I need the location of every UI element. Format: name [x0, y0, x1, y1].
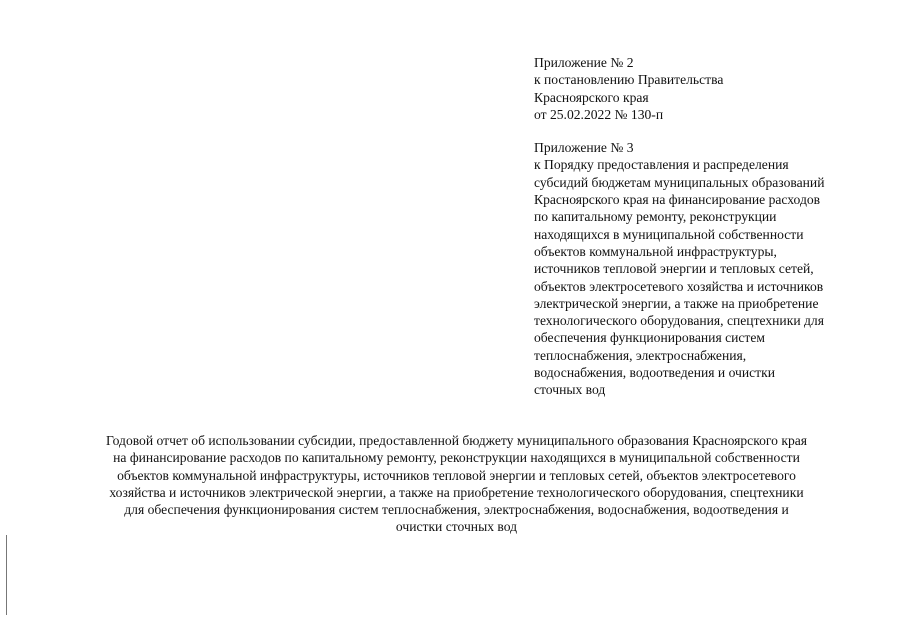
report-title [40, 432, 873, 536]
appendix-3-line: по капитальному ремонту, реконструкции [534, 209, 777, 225]
appendix-3-line: обеспечения функционирования систем [534, 330, 766, 346]
appendix-3-line: технологического оборудования, спецтехники для [534, 313, 824, 329]
spacer [534, 123, 874, 139]
appendix-3-line: водоснабжения, водоотведения и очистки [534, 365, 775, 381]
appendix-3-line: сточных вод [534, 382, 606, 398]
appendix-2-title: Приложение № 2 [534, 55, 634, 70]
appendix-3-line: электрической энергии, а также на приобретение [534, 295, 819, 311]
report-title-line: объектов коммунальной инфраструктуры, источников тепловой энергии и тепловых сетей, объектов электросетевого [117, 467, 796, 483]
appendix-3-line: объектов коммунальной инфраструктуры, [534, 243, 777, 259]
appendix-header [534, 54, 874, 399]
appendix-3-line: источников тепловой энергии и тепловых сетей, [534, 261, 814, 277]
appendix-3-line: субсидий бюджетам муниципальных образований [534, 174, 825, 190]
report-title-line: на финансирование расходов по капитальному ремонту, реконструкции находящихся в муниципальной собственности [113, 450, 800, 466]
appendix-2-line: к постановлению Правительства [534, 72, 724, 88]
appendix-3-title: Приложение № 3 [534, 140, 634, 156]
report-title-line: Годовой отчет об использовании субсидии, предоставленной бюджету муниципального образования Красноярского края [105, 433, 808, 448]
appendix-3-line: к Порядку предоставления и распределения [534, 157, 789, 173]
report-title-line: хозяйства и источников электрической энергии, а также на приобретение технологического оборудования, спецтехники [109, 484, 804, 500]
scan-edge-line [6, 535, 7, 615]
report-title-line: для обеспечения функционирования систем теплоснабжения, электроснабжения, водоснабжения, водоотведения и [124, 502, 789, 518]
appendix-2-date-number: от 25.02.2022 № 130-п [534, 106, 664, 122]
appendix-2-block [534, 54, 874, 123]
report-title-line: очистки сточных вод [395, 519, 518, 535]
appendix-3-block [534, 139, 874, 398]
appendix-3-line: Красноярского края на финансирование расходов [534, 192, 821, 208]
appendix-3-line: теплоснабжения, электроснабжения, [534, 347, 747, 363]
appendix-3-line: объектов электросетевого хозяйства и источников [534, 278, 824, 294]
appendix-3-line: находящихся в муниципальной собственности [534, 226, 804, 242]
appendix-2-line: Красноярского края [534, 89, 649, 105]
